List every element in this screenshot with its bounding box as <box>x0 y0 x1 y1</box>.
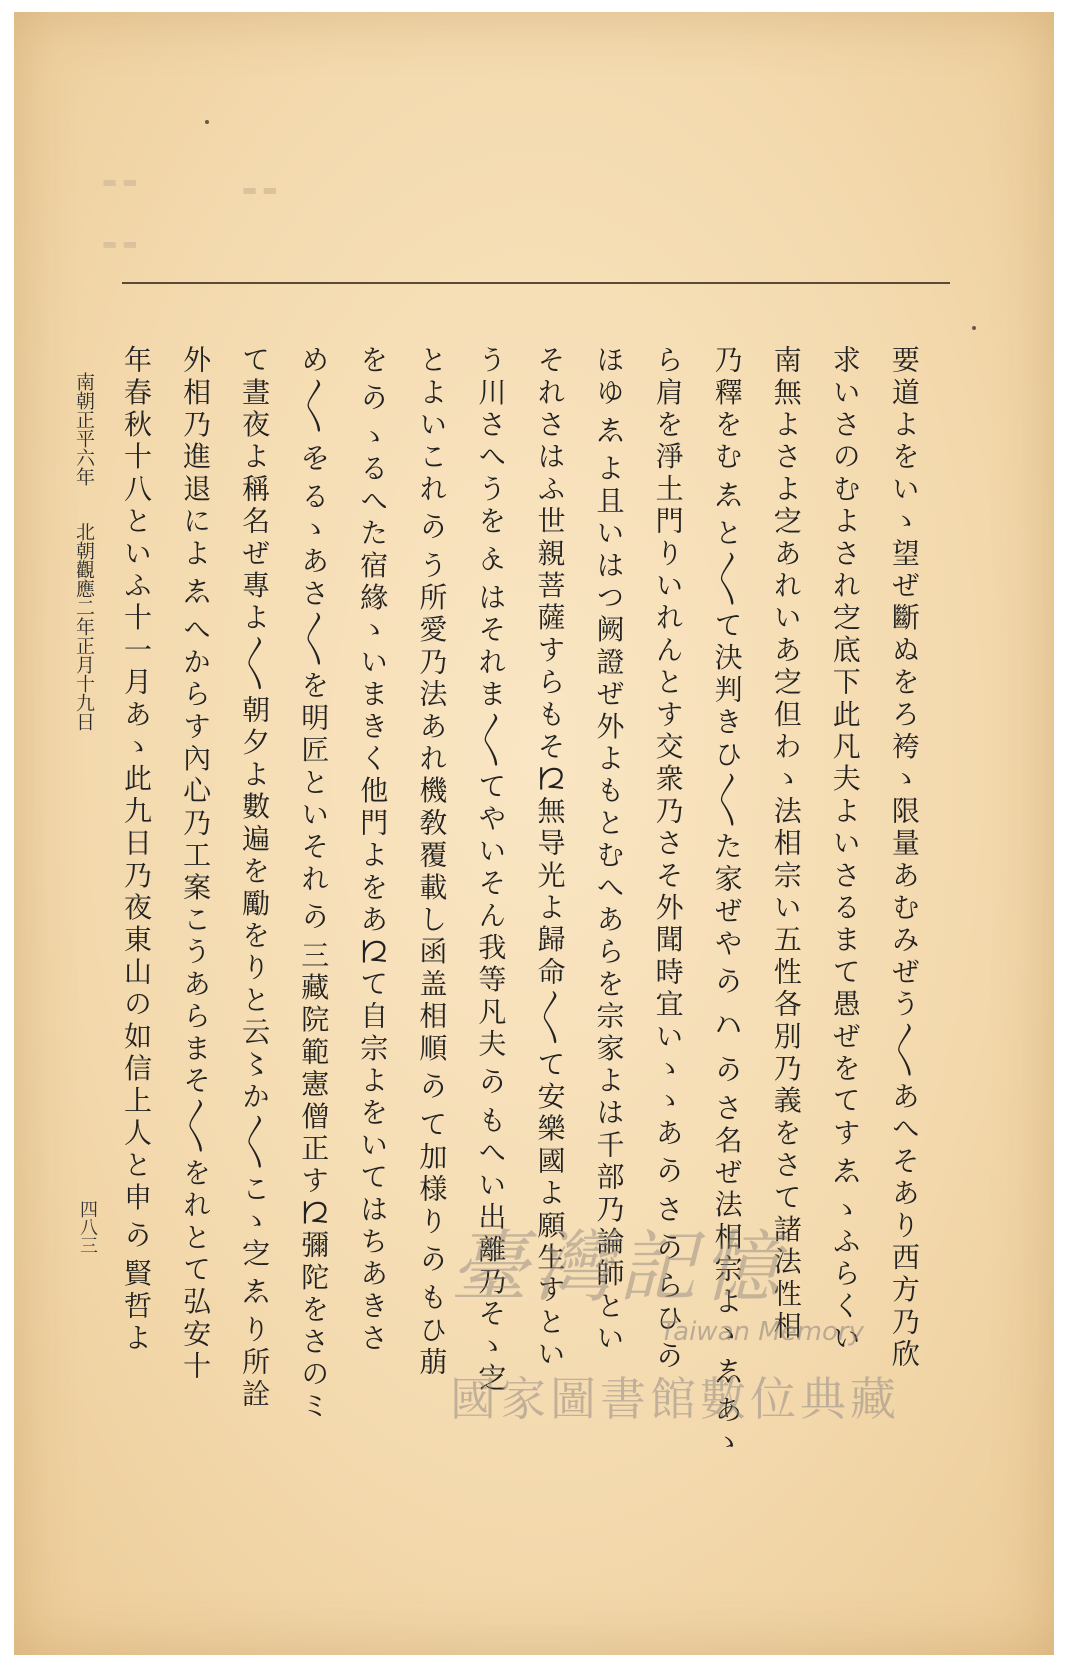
main-text-body <box>112 345 928 1465</box>
text-column: め〳〵𛀍るゝあさ〳〵を明匠といそれ𛀙三藏院範憲僧正す𛀁彌陀をさのミ <box>297 345 331 1424</box>
text-column: 乃釋をむ𛁈と〳〵て決判きひ〳〵た家ぜや𛀙𛂞𛀙さ名ぜ法相宗よゝ𛁈あゝ <box>710 345 744 1460</box>
text-column: それさはふ世親菩薩すらもそ𛀁無导光よ歸命〳〵て安樂國よ願生すとい <box>533 345 567 1372</box>
text-column: を𛀙ゝるへた宿緣ゝいまきく他門よをあ𛀁て自宗よをいてはちあきさ <box>356 345 390 1356</box>
speck-mark <box>972 326 976 330</box>
text-column: 年春秋十八といふ十一月あゝ此九日乃夜東山の如信上人と申𛀙賢哲よ <box>120 345 153 1356</box>
text-column: ほゆ𛁈よ且いはつ阙證ぜ外よもとむへあらを宗家よは千部乃論師とい <box>592 345 626 1356</box>
text-column: 外相乃進退によ𛁈へからす內心乃工案こうあらまそ〳〵をれとて弘安十 <box>179 345 213 1384</box>
watermark-latin-text: Taiwan Memory <box>660 1317 864 1347</box>
speck-mark <box>205 120 209 124</box>
text-column: て晝夜よ稱名ぜ專よ〳〵朝夕よ數遍を勵をりと云〻か〳〵こゝ㝎𛁈り所詮 <box>238 345 272 1412</box>
text-column: う川さへうを𛂓はそれま〳〵てやいそん我等凡夫𛀙もへい出離乃そゝ㝎 <box>474 345 508 1396</box>
bleed-through-mark: ▬ ▬ <box>102 234 138 253</box>
watermark-logo-text: 臺灣記憶 <box>450 1223 787 1313</box>
watermark-library-name: 國家圖書館數位典藏 <box>450 1372 900 1426</box>
margin-note-north: 北朝觀應二年正月十九日 <box>73 522 95 731</box>
page-number: 四八三 <box>77 1200 98 1254</box>
text-column: 求いさのむよされ㝎底下此凡夫よいさるまて愚ぜをてす𛁈ゝふらくい <box>828 345 862 1356</box>
header-rule <box>122 282 950 284</box>
text-column: とよいこれ𛀙う所愛乃法あれ機敎覆載し函盖相順𛀙て加様り𛀙もひ萠 <box>415 345 449 1380</box>
bleed-through-mark: ▬ ▬ <box>102 172 138 191</box>
bleed-through-mark: ▬ ▬ <box>242 180 278 199</box>
margin-note-south: 南朝正平六年 <box>73 372 95 486</box>
text-column: 要道よをいゝ望ぜ斷ぬをろ袴ゝ限量あむみぜう〳〵あへそあり西方乃欣 <box>887 345 921 1372</box>
text-column: ら肩を淨土門りいれんとす交衆乃さそ外聞時宜いゝゝあ𛀙さ𛀙らひ𛀙 <box>651 345 685 1380</box>
text-column: 南無よさよ㝎あれいあ㝎但わゝ法相宗い五性各別乃義をさて諸法性相 <box>769 345 803 1344</box>
